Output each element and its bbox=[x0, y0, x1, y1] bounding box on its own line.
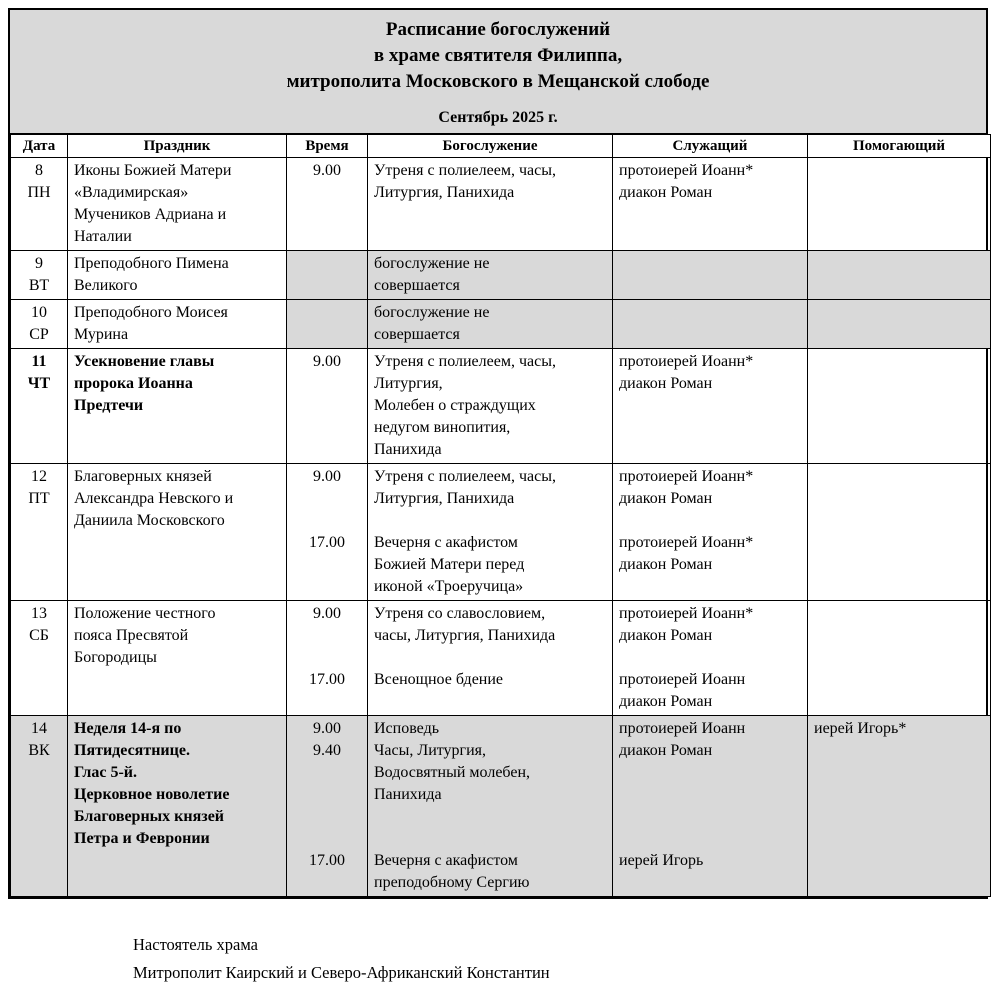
cell-service bbox=[368, 716, 613, 897]
table-row bbox=[11, 601, 991, 716]
cell-line: Предтечи bbox=[74, 397, 144, 414]
cell-line: протоиерей Иоанн bbox=[619, 720, 746, 737]
cell-line: Панихида bbox=[374, 441, 442, 458]
title-block bbox=[10, 10, 986, 134]
cell-line bbox=[619, 784, 801, 806]
cell-line: протоиерей Иоанн* bbox=[619, 534, 754, 551]
cell-line: Литургия, Панихида bbox=[374, 184, 515, 201]
cell-line: диакон Роман bbox=[619, 742, 713, 759]
document-title-line-2: в храме святителя Филиппа, bbox=[373, 45, 623, 66]
cell-line: «Владимирская» bbox=[74, 184, 189, 201]
cell-helper bbox=[808, 300, 991, 349]
cell-helper bbox=[808, 158, 991, 251]
cell-line: Благоверных князей bbox=[74, 468, 212, 485]
cell-line: Петра и Февронии bbox=[74, 830, 210, 847]
cell-line: Богородицы bbox=[74, 649, 157, 666]
cell-line: 8 bbox=[35, 162, 43, 179]
cell-line bbox=[293, 510, 361, 532]
document-title-line-3: митрополита Московского в Мещанской слободе bbox=[286, 71, 710, 92]
cell-helper bbox=[808, 349, 991, 464]
cell-line: Утреня с полиелеем, часы, bbox=[374, 353, 556, 370]
footer-line-1: Настоятель храма bbox=[133, 935, 258, 954]
cell-line: Мурина bbox=[74, 326, 129, 343]
cell-line: 9.00 bbox=[313, 353, 341, 370]
cell-line: 17.00 bbox=[309, 534, 345, 551]
cell-line: 17.00 bbox=[309, 852, 345, 869]
cell-feast bbox=[68, 251, 287, 300]
cell-line: ЧТ bbox=[27, 375, 51, 392]
cell-line: Панихида bbox=[374, 786, 442, 803]
cell-line: Александра Невского и bbox=[74, 490, 234, 507]
cell-line: диакон Роман bbox=[619, 556, 713, 573]
cell-line: совершается bbox=[374, 326, 460, 343]
cell-clergy bbox=[613, 349, 808, 464]
column-header-helper: Помогающий bbox=[808, 135, 991, 158]
cell-line: 13 bbox=[31, 605, 47, 622]
cell-line: пояса Пресвятой bbox=[74, 627, 189, 644]
cell-line: Литургия, bbox=[374, 375, 443, 392]
cell-service bbox=[368, 464, 613, 601]
cell-line: 11 bbox=[31, 353, 47, 370]
cell-line: 12 bbox=[31, 468, 47, 485]
cell-line: Вечерня с акафистом bbox=[374, 534, 518, 551]
cell-line: ВК bbox=[28, 742, 50, 759]
cell-line: Великого bbox=[74, 277, 138, 294]
column-header-date: Дата bbox=[11, 135, 68, 158]
cell-line: 10 bbox=[31, 304, 47, 321]
footer-line-2: Митрополит Каирский и Северо-Африканский Константин bbox=[133, 963, 550, 982]
cell-time bbox=[287, 464, 368, 601]
schedule-table bbox=[10, 134, 991, 897]
cell-date bbox=[11, 601, 68, 716]
cell-line bbox=[374, 806, 606, 828]
cell-line: 17.00 bbox=[309, 671, 345, 688]
cell-line: протоиерей Иоанн* bbox=[619, 605, 754, 622]
cell-clergy bbox=[613, 158, 808, 251]
cell-line: ПТ bbox=[28, 490, 50, 507]
cell-line: 9.00 bbox=[313, 468, 341, 485]
cell-line: протоиерей Иоанн* bbox=[619, 162, 754, 179]
cell-line bbox=[293, 784, 361, 806]
cell-line: иерей Игорь bbox=[619, 852, 704, 869]
cell-line: протоиерей Иоанн* bbox=[619, 353, 754, 370]
cell-line: иконой «Троеручица» bbox=[374, 578, 524, 595]
cell-line: СР bbox=[29, 326, 49, 343]
cell-service bbox=[368, 251, 613, 300]
cell-line: Водосвятный молебен, bbox=[374, 764, 531, 781]
cell-line: Литургия, Панихида bbox=[374, 490, 515, 507]
column-header-clergy: Служащий bbox=[613, 135, 808, 158]
cell-helper bbox=[808, 251, 991, 300]
cell-clergy bbox=[613, 464, 808, 601]
cell-line: 9.00 bbox=[313, 162, 341, 179]
header-row bbox=[11, 135, 991, 158]
cell-clergy bbox=[613, 300, 808, 349]
cell-feast bbox=[68, 349, 287, 464]
cell-line: Утреня со славословием, bbox=[374, 605, 546, 622]
cell-line: Даниила Московского bbox=[74, 512, 225, 529]
cell-service bbox=[368, 349, 613, 464]
cell-clergy bbox=[613, 716, 808, 897]
cell-line: совершается bbox=[374, 277, 460, 294]
cell-line: диакон Роман bbox=[619, 490, 713, 507]
cell-line: Преподобного Пимена bbox=[74, 255, 229, 272]
month-subtitle: Сентябрь 2025 г. bbox=[438, 109, 558, 126]
cell-date bbox=[11, 716, 68, 897]
cell-line bbox=[619, 762, 801, 784]
cell-line: диакон Роман bbox=[619, 693, 713, 710]
cell-line: часы, Литургия, Панихида bbox=[374, 627, 556, 644]
cell-line: ВТ bbox=[28, 277, 50, 294]
cell-time bbox=[287, 158, 368, 251]
cell-line: Преподобного Моисея bbox=[74, 304, 228, 321]
cell-line: 14 bbox=[31, 720, 47, 737]
cell-line: Утреня с полиелеем, часы, bbox=[374, 468, 556, 485]
column-header-feast: Праздник bbox=[68, 135, 287, 158]
table-row bbox=[11, 716, 991, 897]
cell-line bbox=[619, 806, 801, 828]
cell-feast bbox=[68, 601, 287, 716]
cell-line: иерей Игорь* bbox=[814, 720, 907, 737]
cell-time bbox=[287, 601, 368, 716]
cell-line: Молебен о страждущих bbox=[374, 397, 536, 414]
cell-line bbox=[374, 828, 606, 850]
cell-line: Исповедь bbox=[374, 720, 440, 737]
cell-line: Мучеников Адриана и bbox=[74, 206, 227, 223]
cell-line: ПН bbox=[27, 184, 51, 201]
cell-line: Всенощное бдение bbox=[374, 671, 504, 688]
cell-line bbox=[619, 510, 801, 532]
cell-line bbox=[293, 625, 361, 647]
cell-feast bbox=[68, 464, 287, 601]
cell-line: Наталии bbox=[74, 228, 132, 245]
document-title-line-1: Расписание богослужений bbox=[385, 19, 611, 40]
cell-service bbox=[368, 300, 613, 349]
cell-helper bbox=[808, 601, 991, 716]
table-row bbox=[11, 349, 991, 464]
cell-line: недугом винопития, bbox=[374, 419, 511, 436]
cell-time bbox=[287, 716, 368, 897]
cell-line: Часы, Литургия, bbox=[374, 742, 487, 759]
cell-line: Иконы Божией Матери bbox=[74, 162, 232, 179]
column-header-time: Время bbox=[287, 135, 368, 158]
cell-line bbox=[374, 647, 606, 669]
cell-line: преподобному Сергию bbox=[374, 874, 530, 891]
table-row bbox=[11, 300, 991, 349]
cell-line bbox=[619, 647, 801, 669]
cell-feast bbox=[68, 716, 287, 897]
cell-line: Благоверных князей bbox=[74, 808, 225, 825]
footer-signature bbox=[133, 931, 992, 987]
cell-line: СБ bbox=[29, 627, 49, 644]
cell-line: Церковное новолетие bbox=[74, 786, 230, 803]
cell-helper bbox=[808, 716, 991, 897]
cell-line bbox=[293, 488, 361, 510]
cell-line: 9 bbox=[35, 255, 43, 272]
schedule-frame bbox=[8, 8, 988, 899]
cell-line bbox=[619, 828, 801, 850]
cell-line bbox=[293, 647, 361, 669]
cell-time bbox=[287, 300, 368, 349]
cell-line: протоиерей Иоанн bbox=[619, 671, 746, 688]
cell-line: Вечерня с акафистом bbox=[374, 852, 518, 869]
schedule-body bbox=[11, 158, 991, 897]
cell-line: Глас 5-й. bbox=[74, 764, 137, 781]
cell-line: диакон Роман bbox=[619, 627, 713, 644]
cell-service bbox=[368, 601, 613, 716]
table-row bbox=[11, 464, 991, 601]
cell-line: Утреня с полиелеем, часы, bbox=[374, 162, 556, 179]
cell-date bbox=[11, 464, 68, 601]
cell-date bbox=[11, 300, 68, 349]
cell-feast bbox=[68, 158, 287, 251]
column-header-service: Богослужение bbox=[368, 135, 613, 158]
cell-clergy bbox=[613, 601, 808, 716]
cell-date bbox=[11, 158, 68, 251]
cell-line bbox=[293, 762, 361, 784]
cell-date bbox=[11, 251, 68, 300]
cell-feast bbox=[68, 300, 287, 349]
cell-line: 9.40 bbox=[313, 742, 341, 759]
cell-helper bbox=[808, 464, 991, 601]
cell-time bbox=[287, 349, 368, 464]
cell-line bbox=[293, 828, 361, 850]
cell-line: диакон Роман bbox=[619, 375, 713, 392]
cell-line: Усекновение главы bbox=[74, 353, 215, 370]
cell-line bbox=[374, 510, 606, 532]
cell-time bbox=[287, 251, 368, 300]
cell-line: пророка Иоанна bbox=[74, 375, 193, 392]
cell-line: Пятидесятнице. bbox=[74, 742, 190, 759]
cell-line: 9.00 bbox=[313, 720, 341, 737]
cell-line bbox=[293, 806, 361, 828]
table-row bbox=[11, 251, 991, 300]
cell-line: богослужение не bbox=[374, 255, 490, 272]
cell-line: 9.00 bbox=[313, 605, 341, 622]
cell-line: Положение честного bbox=[74, 605, 216, 622]
cell-clergy bbox=[613, 251, 808, 300]
cell-date bbox=[11, 349, 68, 464]
cell-line: богослужение не bbox=[374, 304, 490, 321]
cell-line: диакон Роман bbox=[619, 184, 713, 201]
cell-line: протоиерей Иоанн* bbox=[619, 468, 754, 485]
table-row bbox=[11, 158, 991, 251]
cell-line: Неделя 14-я по bbox=[74, 720, 182, 737]
cell-line: Божией Матери перед bbox=[374, 556, 525, 573]
cell-service bbox=[368, 158, 613, 251]
